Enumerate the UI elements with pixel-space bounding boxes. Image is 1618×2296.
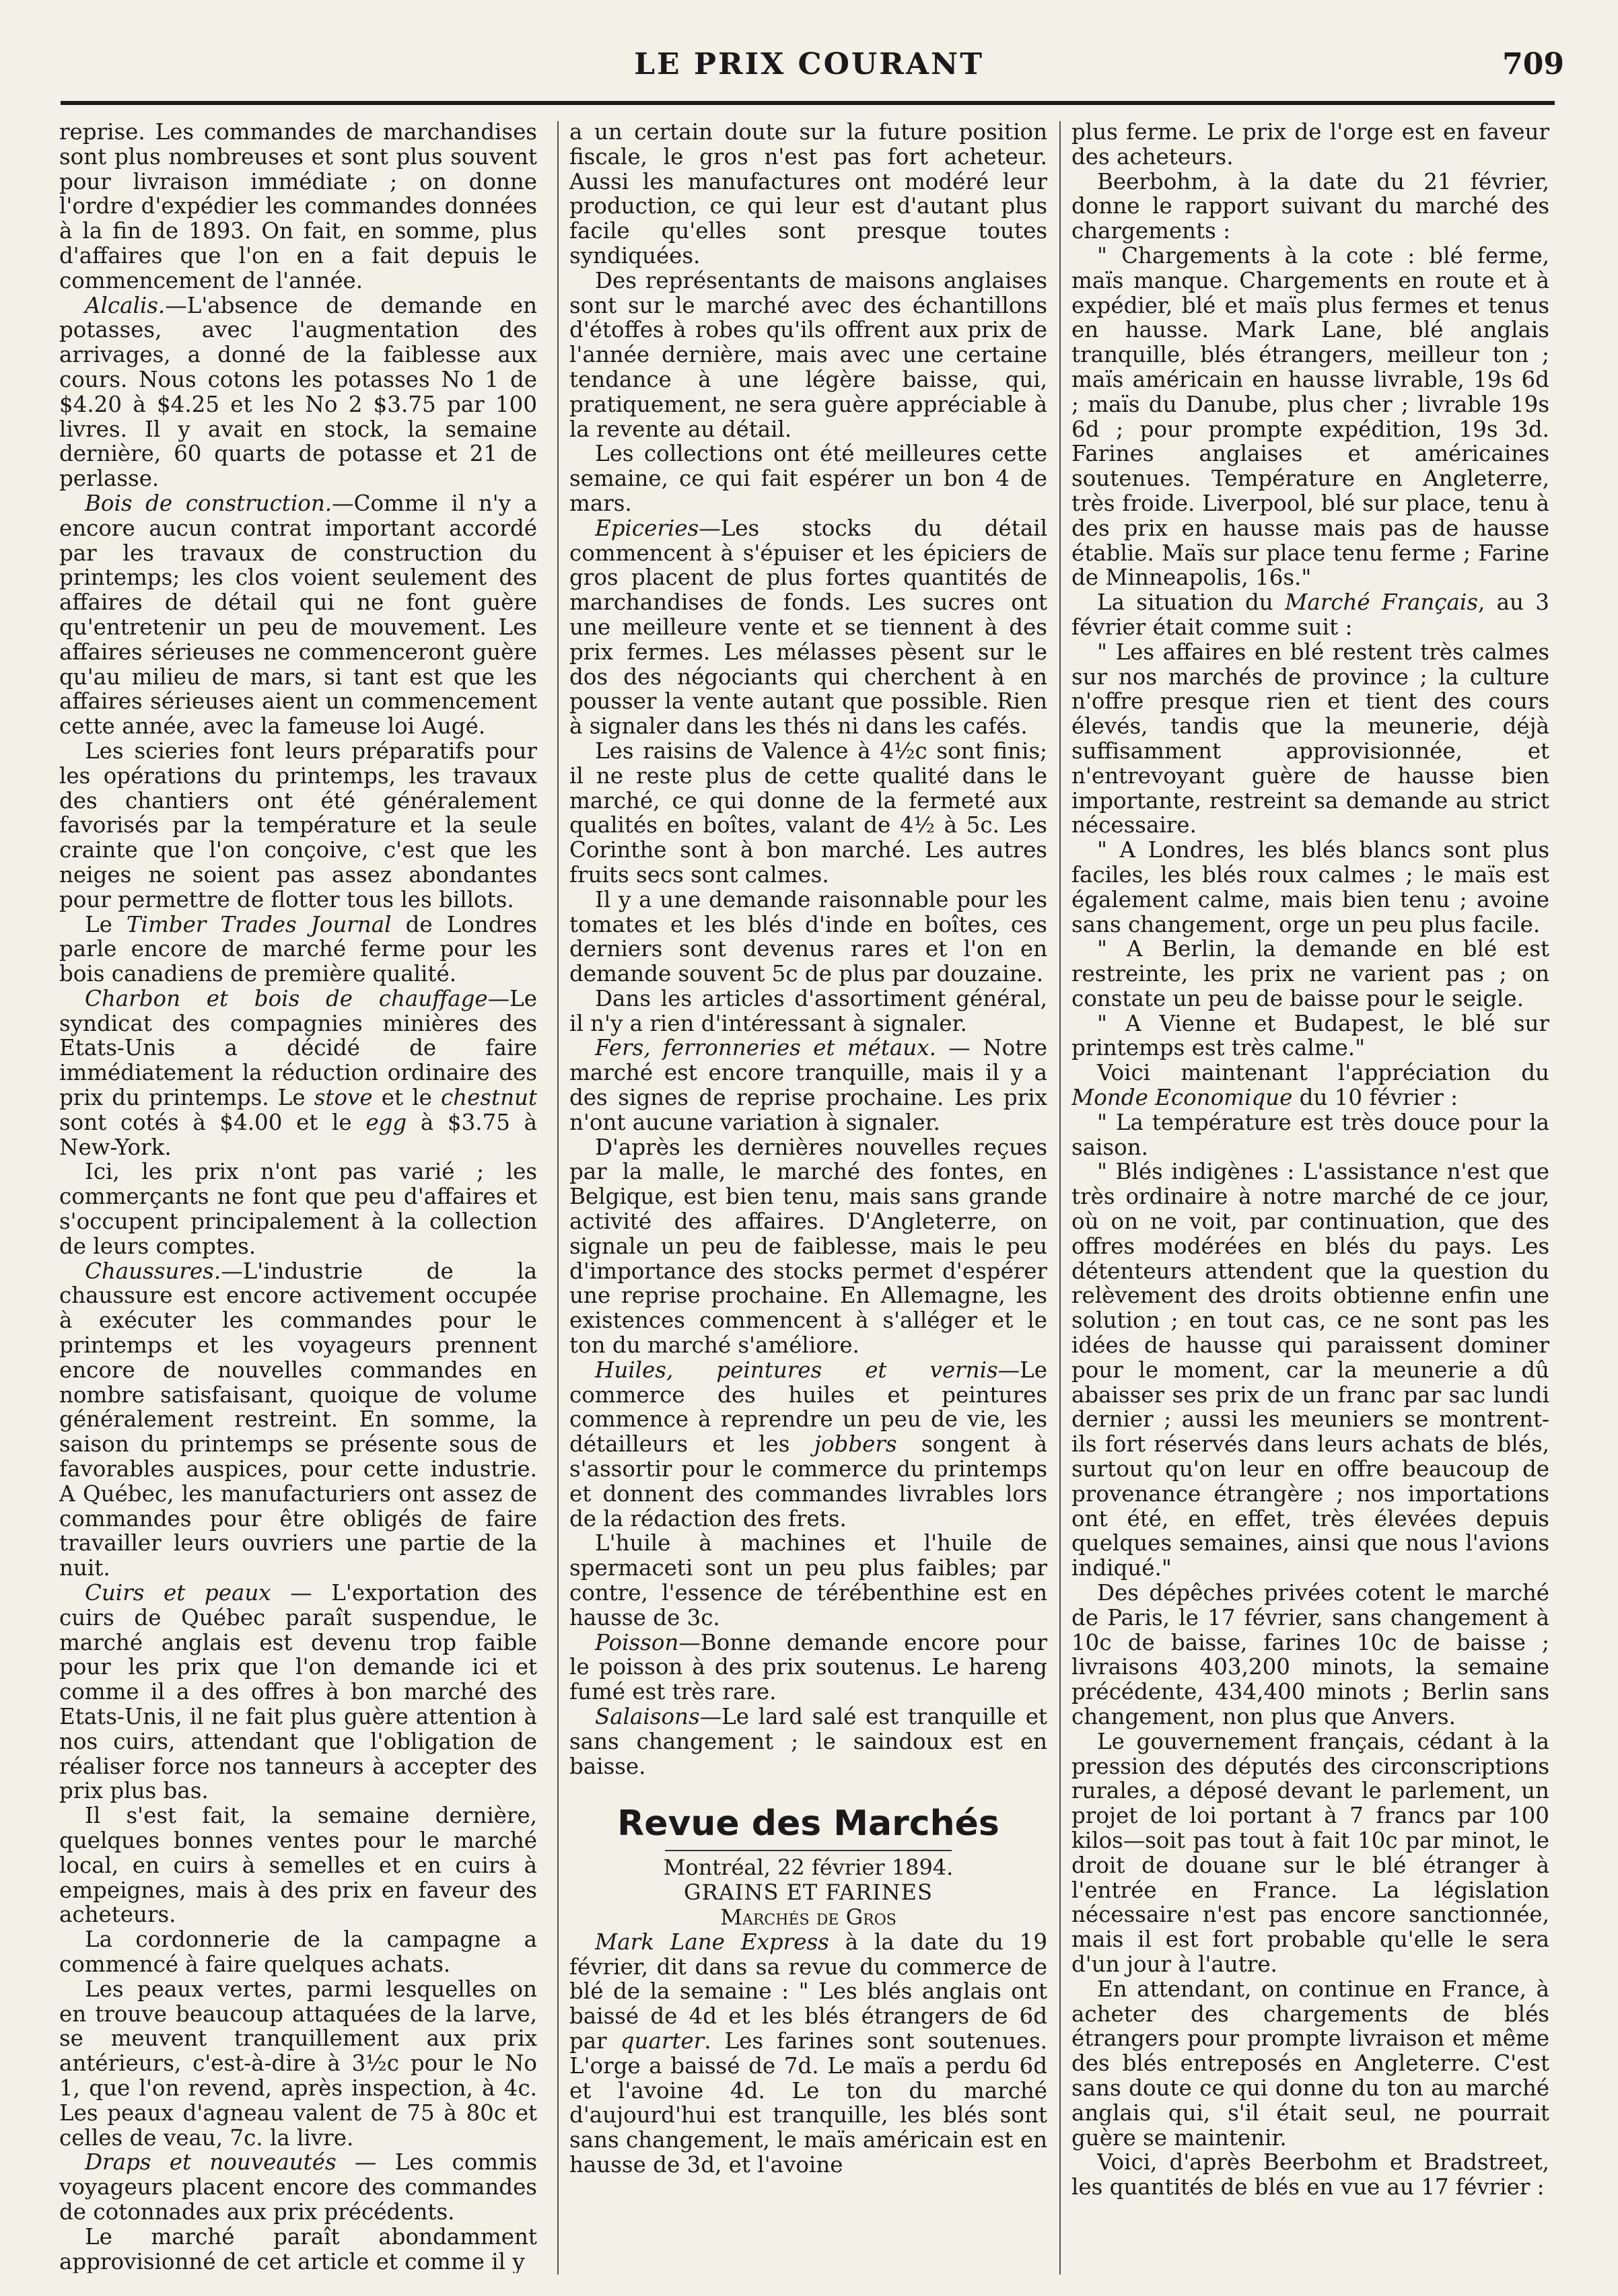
page-number: 709 [1502, 47, 1564, 81]
column-2 [569, 120, 1047, 2273]
column-rule [1059, 121, 1061, 2274]
rubric: Cuirs et peaux [85, 1580, 271, 1606]
paragraph: Ici, les prix n'ont pas varié ; les commerçants ne font que peu d'affaires et s'occupent principalement à la collection de leurs comptes. [59, 1159, 537, 1259]
paragraph: Chaussures.—L'industrie de la chaussure est encore activement occupée à exécuter les commandes pour le printemps et les voyageurs prennent encore de nouvelles commandes en nombre satisfaisant, quoique de volume généralement restreint. En somme, la saison du printemps se présente sous de favorables auspices, pour cette industrie. A Québec, les manufacturiers ont assez de commandes pour être obligés de faire travailler leurs ouvriers une partie de la nuit. [59, 1258, 537, 1581]
paragraph: Le gouvernement français, cédant à la pression des députés des circonscriptions rurales, a déposé devant le parlement, un projet de loi portant à 7 francs par 100 kilos—soit pas tout à fait 10c par minot, le droit de douane sur le blé étranger à l'entrée en France. La législation nécessaire n'est pas encore sanctionnée, mais il est fort probable qu'elle le sera d'un jour à l'autre. [1071, 1728, 1549, 1977]
rubric: Epiceries [595, 515, 699, 541]
paragraph: Il s'est fait, la semaine dernière, quelques bonnes ventes pour le marché local, en cuirs à semelles et en cuirs à empeignes, mais à des prix en faveur des acheteurs. [59, 1803, 537, 1928]
paragraph: Salaisons—Le lard salé est tranquille et sans changement ; le saindoux est en baisse. [569, 1704, 1047, 1779]
paragraph: Charbon et bois de chauffage—Le syndicat des compagnies minières des Etats-Unis a décidé de faire immédiatement la réduction ordinaire des prix du printemps. Le stove et le chestnut sont cotés à $4.00 et le egg à $3.75 à New-York. [59, 985, 537, 1160]
rubric: Charbon et bois de chauffage [85, 985, 488, 1011]
column-1 [59, 120, 537, 2273]
paragraph: " A Londres, les blés blancs sont plus faciles, les blés roux calmes ; le maïs est également calme, mais bien tenu ; avoine sans changement, orge un peu plus facile. [1071, 837, 1549, 937]
rubric: Bois de construction. [85, 490, 332, 516]
rubric: Poisson [595, 1629, 679, 1655]
paragraph: Les collections ont été meilleures cette semaine, ce qui fait espérer un bon 4 de mars. [569, 441, 1047, 516]
paragraph: Des représentants de maisons anglaises sont sur le marché avec des échantillons d'étoffes à robes qu'ils offrent aux prix de l'année dernière, mais avec une certaine tendance à une légère baisse, qui, pratiquement, ne sera guère appréciable à la revente au détail. [569, 267, 1047, 442]
subheading: Marchés de Gros [720, 1904, 896, 1930]
rubric: Salaisons [595, 1704, 700, 1729]
paragraph: Huiles, peintures et vernis—Le commerce des huiles et peintures commence à reprendre un peu de vie, les détailleurs et les jobbers songent à s'assortir pour le commerce du printemps et donnent des commandes livrables lors de la rédaction des frets. [569, 1357, 1047, 1532]
paragraph: " A Vienne et Budapest, le blé sur printemps est très calme." [1071, 1010, 1549, 1061]
paragraph: Les scieries font leurs préparatifs pour les opérations du printemps, les travaux des chantiers ont été généralement favorisés par la température et la seule crainte que l'on conçoive, c'est que les neiges ne soient pas assez abondantes pour permettre de flotter tous les billots. [59, 738, 537, 912]
paragraph: La situation du Marché Français, au 3 février était comme suit : [1071, 589, 1549, 640]
title-rule [665, 1850, 952, 1851]
rubric: Fers, ferronneries et métaux. [595, 1035, 936, 1061]
paragraph: reprise. Les commandes de marchandises sont plus nombreuses et sont plus souvent pour livraison immédiate ; on donne l'ordre d'expédier les commandes données à la fin de 1893. On fait, en somme, plus d'affaires que l'on en a fait depuis le commencement de l'année. [59, 120, 537, 293]
paragraph: Voici maintenant l'appréciation du Monde Economique du 10 février : [1071, 1060, 1549, 1111]
column-3 [1071, 120, 1549, 2273]
rubric: Draps et nouveautés [85, 2149, 337, 2176]
paragraph: Bois de construction.—Comme il n'y a encore aucun contrat important accordé par les travaux de construction du printemps; les clos voient seulement des affaires de détail qui ne font guère qu'entretenir un peu de mouvement. Les affaires sérieuses ne commenceront guère qu'au milieu de mars, si tant est que les affaires sérieuses aient un commencement cette année, avec la fameuse loi Augé. [59, 490, 537, 740]
paragraph: Alcalis.—L'absence de demande en potasses, avec l'augmentation des arrivages, a donné de la faiblesse aux cours. Nous cotons les potasses No 1 de $4.20 à $4.25 et les No 2 $3.75 par 100 livres. Il y avait en stock, la semaine dernière, 60 quarts de potasse et 21 de perlasse. [59, 292, 537, 492]
paragraph: Poisson—Bonne demande encore pour le poisson à des prix soutenus. Le hareng fumé est très rare. [569, 1629, 1047, 1705]
paragraph: Les raisins de Valence à 4½c sont finis; il ne reste plus de cette qualité dans le marché, ce qui donne de la fermeté aux qualités en boîtes, valant de 4½ à 5c. Les Corinthe sont à bon marché. Les autres fruits secs sont calmes. [569, 738, 1047, 888]
paragraph: Le marché paraît abondamment approvisionné de cet article et comme il y [59, 2223, 537, 2273]
paragraph: La cordonnerie de la campagne a commencé à faire quelques achats. [59, 1927, 537, 1977]
paragraph: Des dépêches privées cotent le marché de Paris, le 17 février, sans changement à 10c de baisse, farines 10c de baisse ; livraisons 403,200 minots, la semaine précédente, 434,400 minots ; Berlin sans changement, non plus que Anvers. [1071, 1580, 1549, 1729]
paragraph: Epiceries—Les stocks du détail commencent à s'épuiser et les épiciers de gros placent de plus fortes quantités de marchandises de fonds. Les sucres ont une meilleure vente et se tiennent à des prix fermes. Les mélasses pèsent sur le dos des négociants qui cherchent à en pousser la vente autant que possible. Rien à signaler dans les thés ni dans les cafés. [569, 515, 1047, 740]
paragraph: Les peaux vertes, parmi lesquelles on en trouve beaucoup attaquées de la larve, se meuvent tranquillement aux prix antérieurs, c'est-à-dire à 3½c pour le No 1, que l'on revend, après inspection, à 4c. Les peaux d'agneau valent de 75 à 80c et celles de veau, 7c. la livre. [59, 1976, 537, 2151]
paragraph: Voici, d'après Beerbohm et Bradstreet, les quantités de blés en vue au 17 février : [1071, 2149, 1549, 2200]
paragraph: En attendant, on continue en France, à acheter des chargements de blés étrangers pour prompte livraison et même des blés entreposés en Angleterre. C'est sans doute ce qui donne du ton au marché anglais qui, s'il était seul, ne pourrait guère se maintenir. [1071, 1976, 1549, 2151]
page-header [54, 42, 1564, 89]
paragraph: " La température est très douce pour la saison. [1071, 1109, 1549, 1160]
paragraph: Draps et nouveautés — Les commis voyageurs placent encore des commandes de cotonnades aux prix précédents. [59, 2149, 537, 2225]
dateline: Montréal, 22 février 1894. [663, 1855, 954, 1881]
paragraph: Il y a une demande raisonnable pour les tomates et les blés d'inde en boîtes, ces derniers sont devenus rares et l'on en demande souvent 5c de plus par douzaine. [569, 886, 1047, 987]
section-title: Revue des Marchés [617, 1803, 999, 1844]
subheading: GRAINS ET FARINES [684, 1879, 933, 1906]
paragraph: a un certain doute sur la future position fiscale, le gros n'est pas fort acheteur. Aussi les manufactures ont modéré leur production, ce qui leur est d'autant plus facile qu'elles sont presque toutes syndiquées. [569, 120, 1047, 268]
paragraph: " A Berlin, la demande en blé est restreinte, les prix ne varient pas ; on constate un peu de baisse pour le seigle. [1071, 936, 1549, 1011]
paragraph: Cuirs et peaux — L'exportation des cuirs de Québec paraît suspendue, le marché anglais est devenu trop faible pour les prix que l'on demande ici et comme il a des offres à bon marché des Etats-Unis, il ne fait plus guère attention à nos cuirs, attendant que l'obligation de réaliser force nos tanneurs à accepter des prix plus bas. [59, 1580, 537, 1804]
paragraph: plus ferme. Le prix de l'orge est en faveur des acheteurs. [1071, 120, 1549, 170]
paragraph: Dans les articles d'assortiment général, il n'y a rien d'intéressant à signaler. [569, 985, 1047, 1036]
rubric: Chaussures. [85, 1258, 221, 1284]
paragraph: D'après les dernières nouvelles reçues par la malle, le marché des fontes, en Belgique, est bien tenu, mais sans grande activité des affaires. D'Angleterre, on signale un peu de faiblesse, mais le peu d'importance des stocks permet d'espérer une reprise prochaine. En Allemagne, les existences commencent à s'alléger et le ton du marché s'améliore. [569, 1134, 1047, 1359]
rubric: Huiles, peintures et vernis [595, 1357, 998, 1383]
paragraph: Beerbohm, à la date du 21 février, donne le rapport suivant du marché des chargements : [1071, 168, 1549, 244]
paragraph: " Les affaires en blé restent très calmes sur nos marchés de province ; la culture n'offre presque rien et tient des cours élevés, tandis que la meunerie, déjà suffisamment approvisionnée, et n'entrevoyant guère de hausse bien importante, restreint sa demande au strict nécessaire. [1071, 639, 1549, 838]
header-rule [61, 101, 1555, 105]
paragraph: " Blés indigènes : L'assistance n'est que très ordinaire à notre marché de ce jour, où on ne voit, par continuation, que des offres modérées en blés du pays. Les détenteurs attendent que la question du relèvement des droits obtienne enfin une solution ; en tout cas, ce ne sont pas les idées de hausse qui paraissent dominer pour le moment, car la meunerie a dû abaisser ses prix de un franc par sac lundi dernier ; aussi les meuniers se montrent-ils fort réservés dans leurs achats de blés, surtout qu'on leur en offre beaucoup de provenance étrangère ; nos importations ont été, en effet, très élevées depuis quelques semaines, ainsi que nous l'avions indiqué." [1071, 1159, 1549, 1581]
running-title: LE PRIX COURANT [634, 47, 984, 81]
paragraph: " Chargements à la cote : blé ferme, maïs manque. Chargements en route et à expédier, blé et maïs plus fermes et tenus en hausse. Mark Lane, blé anglais tranquille, blés étrangers, meilleur ton ; maïs américain en hausse livrable, 19s 6d ; maïs du Danube, plus cher ; livrable 19s 6d ; pour prompte expédition, 19s 3d. Farines anglaises et américaines soutenues. Température en Angleterre, très froide. Liverpool, blé sur place, tenu à des prix en hausse mais pas de hausse établie. Maïs sur place tenu ferme ; Farine de Minneapolis, 16s." [1071, 242, 1549, 591]
column-rule [557, 121, 559, 2274]
paragraph: Fers, ferronneries et métaux. — Notre marché est encore tranquille, mais il y a des signes de reprise prochaine. Les prix n'ont aucune variation à signaler. [569, 1035, 1047, 1135]
rubric: Alcalis. [85, 292, 166, 318]
paragraph: L'huile à machines et l'huile de spermaceti sont un peu plus faibles; par contre, l'essence de térébenthine est en hausse de 3c. [569, 1530, 1047, 1630]
paragraph: Le Timber Trades Journal de Londres parle encore de marché ferme pour les bois canadiens de première qualité. [59, 911, 537, 987]
paragraph: Mark Lane Express à la date du 19 février, dit dans sa revue du commerce de blé de la semaine : " Les blés anglais ont baissé de 4d et les blés étrangers de 6d par quarter. Les farines sont soutenues. L'orge a baissé de 7d. Le maïs a perdu 6d et l'avoine 4d. Le ton du marché d'aujourd'hui est tranquille, les blés sont sans changement, le maïs américain est en hausse de 3d, et l'avoine [569, 1929, 1047, 2178]
